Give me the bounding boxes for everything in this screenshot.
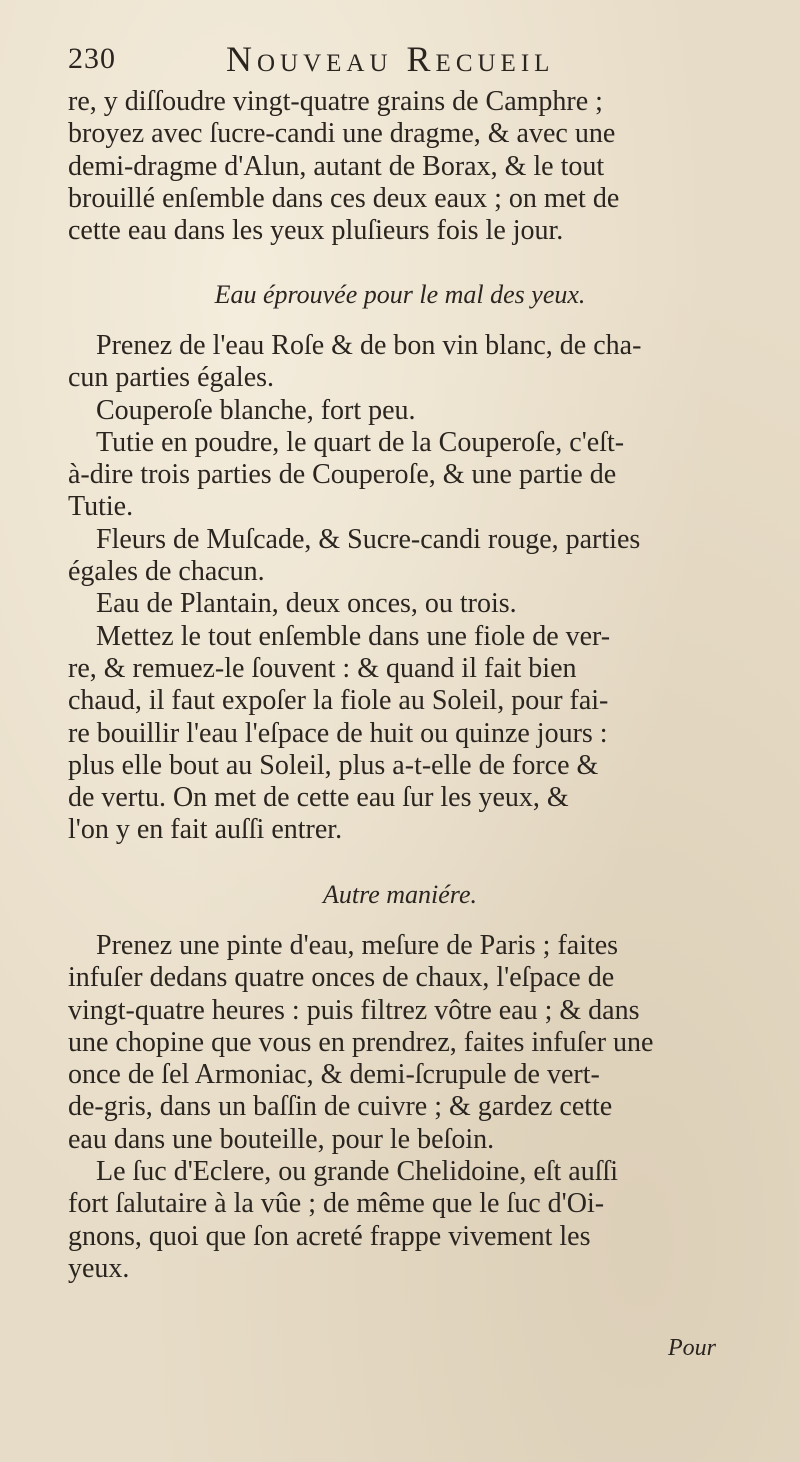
text-line: yeux. [68, 1252, 130, 1284]
text-line: une chopine que vous en prendrez, faites infuſer une [68, 1026, 654, 1058]
text-line: vingt-quatre heures : puis filtrez vôtre eau ; & dans [68, 994, 640, 1026]
text-line: demi-dragme d'Alun, autant de Borax, & le tout [68, 150, 605, 182]
text-line: cun parties égales. [68, 362, 275, 394]
text-line: gnons, quoi que ſon acreté frappe vivement les [68, 1220, 591, 1252]
text-line: Prenez une pinte d'eau, meſure de Paris ; faites [96, 930, 619, 961]
text-line: Fleurs de Muſcade, & Sucre-candi rouge, parties [96, 523, 641, 555]
text-line: à-dire trois parties de Couperoſe, & une partie de [68, 459, 617, 491]
text-line: de-gris, dans un baſſin de cuivre ; & gardez cette [68, 1091, 613, 1123]
recipe-autre-maniere [68, 930, 768, 1285]
text-line: Couperoſe blanche, fort peu. [96, 394, 416, 426]
text-line: Prenez de l'eau Roſe & de bon vin blanc, de cha- [96, 330, 642, 361]
text-line: infuſer dedans quatre onces de chaux, l'eſpace de [68, 962, 615, 994]
text-line: chaud, il faut expoſer la fiole au Soleil, pour fai- [68, 685, 609, 717]
paragraph-camphre [68, 86, 768, 247]
text-line: égales de chacun. [68, 556, 265, 588]
section-heading-autre-maniere: Autre maniére. [322, 880, 478, 909]
recipe-eau-eprouvee [68, 330, 768, 847]
text-line: de vertu. On met de cette eau ſur les yeux, & [68, 782, 569, 814]
text-line: re bouillir l'eau l'eſpace de huit ou quinze jours : [68, 717, 608, 749]
text-line: fort ſalutaire à la vûe ; de même que le ſuc d'Oi- [68, 1188, 605, 1220]
text-line: plus elle bout au Soleil, plus a-t-elle de force & [68, 749, 599, 781]
text-line: broyez avec ſucre-candi une dragme, & avec une [68, 118, 616, 150]
text-line: brouillé enſemble dans ces deux eaux ; on met de [68, 182, 620, 214]
text-line: eau dans une bouteille, pour le beſoin. [68, 1123, 495, 1155]
text-line: re, y diſſoudre vingt-quatre grains de Camphre ; [68, 86, 603, 117]
text-line: Tutie en poudre, le quart de la Couperoſe, c'eſt- [96, 426, 625, 458]
catchword: Pour [668, 1335, 716, 1361]
text-line: re, & remuez-le ſouvent : & quand il fait bien [68, 652, 577, 684]
running-title: Nouveau Recueil [226, 39, 555, 79]
text-line: Mettez le tout enſemble dans une fiole de ver- [96, 620, 611, 652]
text-line: Eau de Plantain, deux onces, ou trois. [96, 588, 517, 620]
section-heading-eau-eprouvee: Eau éprouvée pour le mal des yeux. [214, 280, 586, 309]
page-header [68, 38, 758, 82]
text-line: once de ſel Armoniac, & demi-ſcrupule de vert- [68, 1059, 600, 1091]
text-line: cette eau dans les yeux pluſieurs fois le jour. [68, 215, 564, 247]
text-line: Tutie. [68, 491, 134, 523]
text-line: Le ſuc d'Eclere, ou grande Chelidoine, eſt auſſi [96, 1156, 619, 1188]
text-line: l'on y en fait auſſi entrer. [68, 814, 343, 846]
page-number: 230 [68, 42, 116, 75]
